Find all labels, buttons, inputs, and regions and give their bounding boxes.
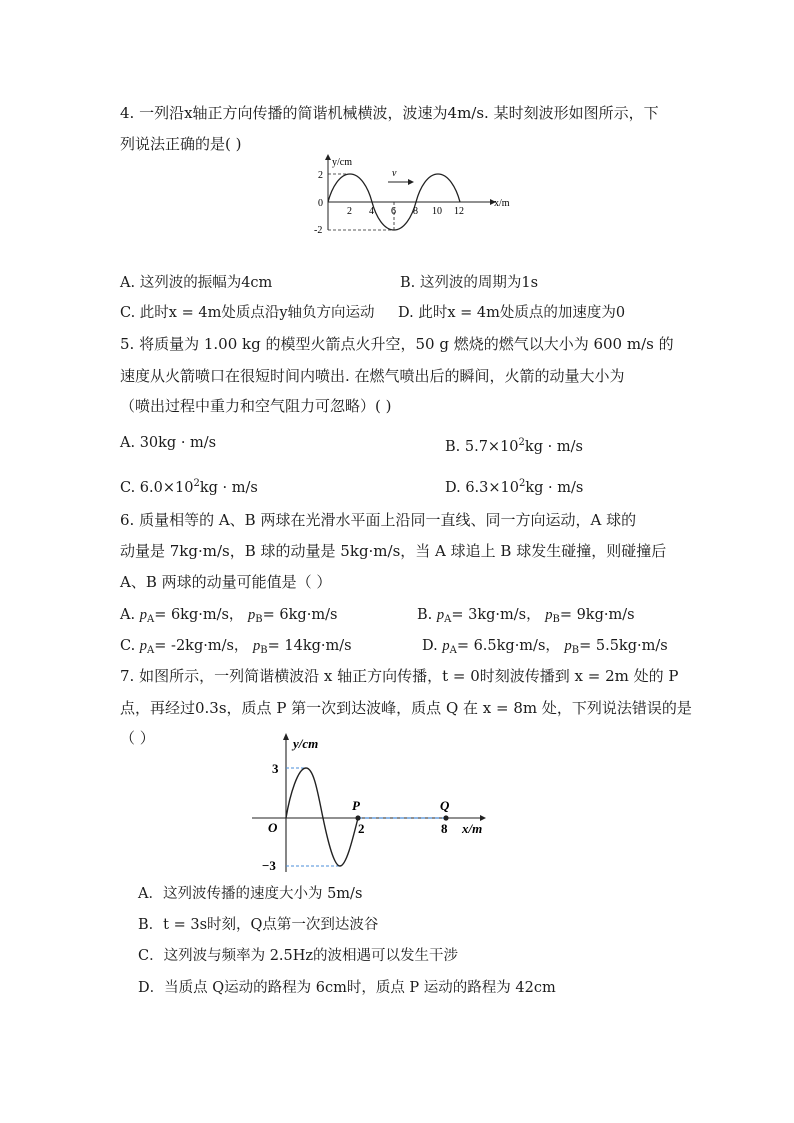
q4-xtick: 10 [432,206,442,217]
q4-xlabel: x/m [494,198,510,209]
q7-option-a[interactable]: A．这列波传播的速度大小为 5m/s [138,886,363,902]
q4-origin: 0 [318,198,323,209]
q6-pb-subscript: B [571,645,580,656]
q6-option-a-label: A. [120,607,136,623]
q6-option-c-pb: = 14kg·m/s [267,638,352,654]
q6-pa-symbol: p [436,607,445,623]
q5-option-c-unit: kg · m/s [199,480,258,496]
q4-ytick-top: 2 [318,170,323,181]
q4-xtick: 6 [391,206,396,217]
q5-stem-line1: 5. 将质量为 1.00 kg 的模型火箭点火升空，50 g 燃烧的燃气以大小为 600 m/s 的 [120,335,674,353]
q7-stem-line3: （ ） [120,729,155,747]
q4-stem-line2: 列说法正确的是( ) [120,135,242,153]
q4-xtick: 8 [413,206,418,217]
q6-pb-symbol: p [248,607,256,623]
q6-pa-subscript: A [147,645,155,656]
q4-stem-line1: 4. 一列沿x轴正方向传播的简谐机械横波，波速为4m/s. 某时刻波形如图所示，下 [120,104,659,122]
q7-point-p-label: P [352,798,360,813]
q6-stem-line2: 动量是 7kg·m/s，B 球的动量是 5kg·m/s，当 A 球追上 B 球发生碰撞，则碰撞后 [120,542,667,560]
q6-option-b[interactable] [417,605,635,630]
q6-option-a-pb: = 6kg·m/s [262,607,338,623]
q6-pa-symbol: p [442,638,450,654]
q4-option-a[interactable]: A. 这列波的振幅为4cm [120,275,273,291]
q6-pb-subscript: B [260,645,268,656]
q7-option-c[interactable]: C．这列波与频率为 2.5Hz的波相遇可以发生干涉 [138,948,459,964]
q6-pb-subscript: B [552,614,560,625]
q7-point-q-label: Q [440,798,450,813]
q7-stem-line2: 点，再经过0.3s，质点 P 第一次到达波峰，质点 Q 在 x = 8m 处，下列说法错误的是 [120,699,692,717]
q5-option-b-exp: 2 [518,437,525,448]
q7-option-b[interactable]: B．t = 3s时刻，Q点第一次到达波谷 [138,917,379,933]
q7-xlabel: x/m [462,821,483,836]
q6-pb-symbol: p [545,607,553,623]
q6-option-a[interactable] [120,605,337,630]
q5-option-c[interactable] [120,474,258,498]
q6-option-b-pb: = 9kg·m/s [559,607,635,623]
q7-point-p-x: 2 [358,821,365,836]
q6-stem-line1: 6. 质量相等的 A、B 两球在光滑水平面上沿同一直线、同一方向运动，A 球的 [120,511,637,529]
q5-option-d-unit: kg · m/s [525,480,584,496]
q5-option-b-base: B. 5.7×10 [445,439,519,455]
q5-stem-line3: （喷出过程中重力和空气阻力可忽略）( ) [120,397,392,415]
q4-ylabel: y/cm [332,157,352,168]
q7-ytick-bottom: −3 [262,858,276,873]
q5-option-d-exp: 2 [519,478,526,489]
q7-ytick-top: 3 [272,761,279,776]
q6-option-a-pa: = 6kg·m/s， [154,607,244,623]
q7-wave-graph [248,730,498,875]
q7-origin: O [268,820,278,835]
q4-velocity-label: v [392,168,397,179]
q6-pa-subscript: A [146,614,155,625]
q6-option-c-pa: = -2kg·m/s， [154,638,249,654]
q6-option-c-label: C. [120,638,136,654]
q4-xtick: 12 [454,206,464,217]
q6-pa-subscript: A [444,614,452,625]
q4-option-c[interactable]: C. 此时x = 4m处质点沿y轴负方向运动 [120,305,375,321]
q6-option-d-pa: = 6.5kg·m/s， [456,638,560,654]
q6-option-c[interactable] [120,636,352,661]
q4-option-b[interactable]: B. 这列波的周期为1s [400,275,539,291]
q5-option-a[interactable]: A. 30kg · m/s [120,435,217,451]
q6-option-d-pb: = 5.5kg·m/s [579,638,668,654]
q5-option-b[interactable] [445,433,583,457]
q4-ytick-bottom: -2 [314,225,323,236]
q6-pb-symbol: p [564,638,572,654]
q7-stem-line1: 7. 如图所示，一列简谐横波沿 x 轴正方向传播，t = 0时刻波传播到 x = 2m 处的 P [120,667,679,685]
q4-wave-graph [310,152,520,242]
q6-option-b-label: B. [417,607,433,623]
q6-pa-symbol: p [139,638,148,654]
q5-option-d[interactable] [445,474,583,498]
q6-option-d-label: D. [422,638,438,654]
q4-xtick: 2 [347,206,352,217]
q5-option-c-exp: 2 [193,478,200,489]
q7-ylabel: y/cm [293,736,319,751]
q6-stem-line3: A、B 两球的动量可能值是（ ） [120,573,332,591]
q5-stem-line2: 速度从火箭喷口在很短时间内喷出. 在燃气喷出后的瞬间，火箭的动量大小为 [120,367,625,385]
q5-option-b-unit: kg · m/s [524,439,583,455]
q4-xtick: 4 [369,206,374,217]
q6-pb-subscript: B [255,614,263,625]
q4-option-d[interactable]: D. 此时x = 4m处质点的加速度为0 [398,305,626,321]
q6-pa-symbol: p [139,607,147,623]
q6-option-b-pa: = 3kg·m/s， [451,607,541,623]
q5-option-c-base: C. 6.0×10 [120,480,194,496]
q6-option-d[interactable] [422,636,668,661]
q6-pa-subscript: A [449,645,457,656]
q7-option-d[interactable]: D．当质点 Q运动的路程为 6cm时，质点 P 运动的路程为 42cm [138,980,556,996]
q7-point-q-x: 8 [441,821,448,836]
q5-option-d-base: D. 6.3×10 [445,480,519,496]
q6-pb-symbol: p [253,638,261,654]
